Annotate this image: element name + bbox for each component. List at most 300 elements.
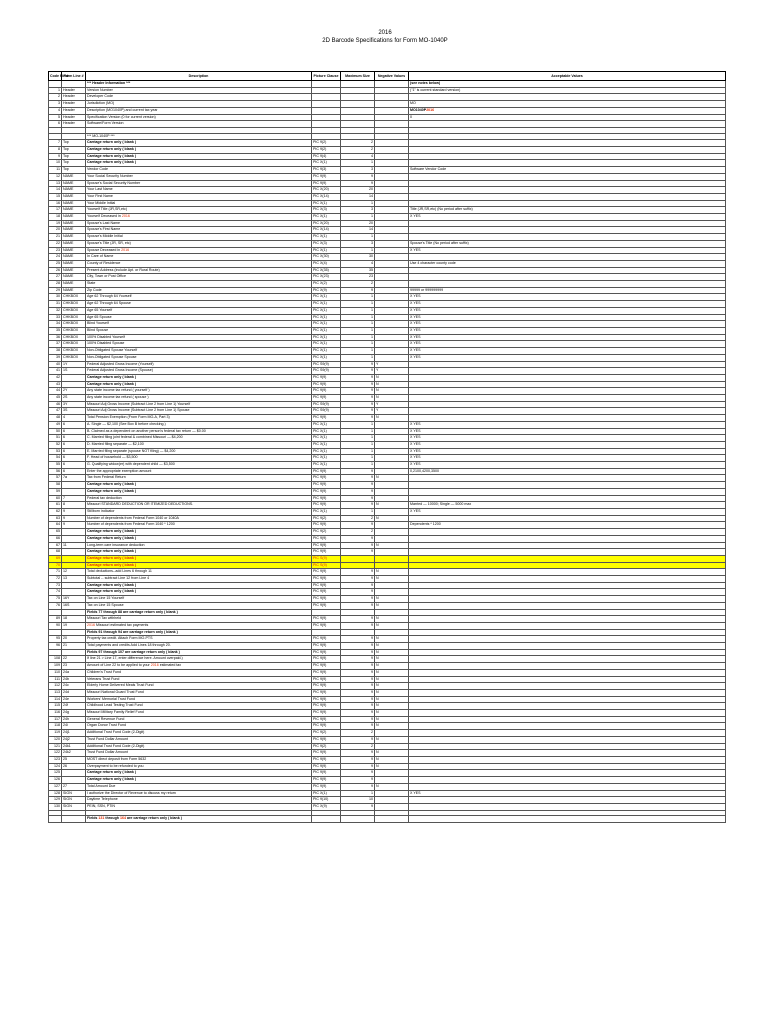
description-text: Spouse's Title (JR, SR, etc) [87, 240, 131, 245]
description-cell [86, 314, 312, 321]
col-acceptable-values: Acceptable Values [409, 72, 726, 81]
picture-clause: PIC 9(9) [312, 710, 341, 717]
acceptable-values [409, 475, 726, 482]
table-row [49, 341, 726, 348]
description-year: 2016 [87, 622, 95, 627]
acceptable-text: X YES [410, 421, 421, 426]
description-field-number: 164 [119, 816, 126, 821]
description-cell [86, 515, 312, 522]
acceptable-text: X YES [410, 435, 421, 440]
acceptable-values [409, 669, 726, 676]
negative-values [375, 173, 409, 180]
table-row [49, 730, 726, 737]
description-text: Your Last Name [87, 187, 113, 192]
picture-clause: PIC X(30) [312, 254, 341, 261]
description-text: Your Social Security Number [87, 173, 133, 178]
description-text: A. Single — $2,100 (See Box B before checking.) [87, 421, 166, 426]
acceptable-values [409, 482, 726, 489]
description-text: Amount of Line 22 to be applied to your [87, 663, 151, 668]
field-number [49, 81, 62, 88]
description-text: Subtotal -- subtract Line 12 from Line 4 [87, 576, 150, 581]
description-cell [86, 234, 312, 241]
acceptable-values [409, 341, 726, 348]
negative-values: N [375, 669, 409, 676]
description-text: Fields 77 through 88 are carriage return only ( blank ) [87, 609, 178, 614]
description-cell [86, 622, 312, 629]
field-number: 32 [49, 307, 62, 314]
field-number: 11 [49, 167, 62, 174]
negative-values [375, 354, 409, 361]
acceptable-values [409, 689, 726, 696]
field-number: 109 [49, 663, 62, 670]
form-line [62, 816, 86, 823]
field-number: 59 [49, 488, 62, 495]
table-row [49, 368, 726, 375]
acceptable-text: 0 [410, 114, 412, 119]
negative-values: N [375, 676, 409, 683]
maximum-size: 9 [341, 388, 375, 395]
negative-values [375, 743, 409, 750]
table-row [49, 114, 726, 121]
table-row [49, 763, 726, 770]
acceptable-values [409, 743, 726, 750]
table-row [49, 260, 726, 267]
negative-values [375, 247, 409, 254]
table-row [49, 354, 726, 361]
description-text: Organ Donor Trust Fund [87, 723, 126, 728]
form-line: Top [62, 160, 86, 167]
form-line: CHKBOX [62, 348, 86, 355]
negative-values [375, 334, 409, 341]
table-row [49, 777, 726, 784]
description-cell [86, 307, 312, 314]
picture-clause [312, 609, 341, 616]
maximum-size: 9 [341, 488, 375, 495]
maximum-size: 9 [341, 287, 375, 294]
field-number: 47 [49, 408, 62, 415]
table-row [49, 321, 726, 328]
picture-clause: PIC X(20) [312, 187, 341, 194]
acceptable-values [409, 374, 726, 381]
maximum-size [341, 121, 375, 128]
acceptable-text: Software Vendor Code [410, 167, 447, 172]
field-number: 4 [49, 107, 62, 114]
description-cell [86, 254, 312, 261]
picture-clause: PIC X(1) [312, 354, 341, 361]
table-row [49, 602, 726, 609]
field-number: 128 [49, 790, 62, 797]
negative-values: Y [375, 361, 409, 368]
negative-values [375, 107, 409, 114]
description-text: Additional Trust Fund Code (2-Digit) [87, 730, 145, 735]
description-cell [86, 260, 312, 267]
picture-clause [312, 816, 341, 823]
table-row [49, 395, 726, 402]
description-cell [86, 770, 312, 777]
description-text: Fields [87, 816, 99, 821]
table-row [49, 301, 726, 308]
description-text: through [104, 816, 120, 821]
negative-values [375, 193, 409, 200]
picture-clause: PIC X(1) [312, 314, 341, 321]
table-row [49, 609, 726, 616]
form-line [62, 555, 86, 562]
description-text: Specification Version (0 for current version) [87, 114, 156, 119]
form-line: Header [62, 114, 86, 121]
description-text: Carriage return only ( blank ) [87, 147, 137, 152]
field-number: 49 [49, 421, 62, 428]
acceptable-values [409, 649, 726, 656]
picture-clause: PIC S9(9) [312, 368, 341, 375]
description-text: PEIN, SSN, PTIN [87, 803, 115, 808]
acceptable-values [409, 334, 726, 341]
picture-clause: PIC S9(9) [312, 401, 341, 408]
maximum-size: 9 [341, 535, 375, 542]
description-cell [86, 475, 312, 482]
description-cell [86, 723, 312, 730]
negative-values [375, 314, 409, 321]
table-row [49, 529, 726, 536]
maximum-size: 9 [341, 602, 375, 609]
form-line: 24k2 [62, 750, 86, 757]
acceptable-values [409, 602, 726, 609]
acceptable-text: 0,2100,4200,3500 [410, 468, 439, 473]
picture-clause: PIC 9(9) [312, 180, 341, 187]
maximum-size: 9 [341, 415, 375, 422]
acceptable-values [409, 227, 726, 234]
table-row [49, 361, 726, 368]
acceptable-text: X YES [410, 314, 421, 319]
maximum-size: 1 [341, 307, 375, 314]
negative-values: N [375, 515, 409, 522]
table-row [49, 757, 726, 764]
negative-values [375, 160, 409, 167]
picture-clause: PIC 9(9) [312, 582, 341, 589]
description-cell [86, 636, 312, 643]
field-number [49, 816, 62, 823]
acceptable-values [409, 448, 726, 455]
field-number: 48 [49, 415, 62, 422]
picture-clause: PIC 9(3) [312, 167, 341, 174]
acceptable-values [409, 214, 726, 221]
description-text: Spouse's Last Name [87, 220, 121, 225]
table-row [49, 207, 726, 214]
description-text: Age 62 Through 64 Spouse [87, 301, 131, 306]
description-text: Spouse's Middle Initial [87, 234, 123, 239]
picture-clause: PIC X(9) [312, 287, 341, 294]
description-text: Children's Trust Fund [87, 669, 122, 674]
acceptable-values [409, 609, 726, 616]
negative-values: N [375, 663, 409, 670]
acceptable-values [409, 328, 726, 335]
table-row [49, 663, 726, 670]
negative-values [375, 240, 409, 247]
description-text: Carriage return only ( blank ) [87, 374, 137, 379]
negative-values [375, 214, 409, 221]
maximum-size: 9 [341, 381, 375, 388]
acceptable-values [409, 790, 726, 797]
field-number: 56 [49, 468, 62, 475]
col-negative-values: Negative Values [375, 72, 409, 81]
picture-clause: PIC X(1) [312, 334, 341, 341]
description-cell [86, 348, 312, 355]
field-number: 125 [49, 770, 62, 777]
negative-values [375, 421, 409, 428]
picture-clause: PIC X(3) [312, 207, 341, 214]
form-line: 6 [62, 462, 86, 469]
table-row [49, 643, 726, 650]
description-cell [86, 455, 312, 462]
acceptable-text: Dependents * 1200 [410, 522, 441, 527]
field-number: 19 [49, 220, 62, 227]
acceptable-text: MO [410, 101, 416, 106]
negative-values [375, 529, 409, 536]
maximum-size: 1 [341, 301, 375, 308]
negative-values [375, 87, 409, 94]
form-line: NAME [62, 260, 86, 267]
field-number: 123 [49, 757, 62, 764]
description-text: Blind Spouse [87, 328, 109, 332]
acceptable-text: X YES [410, 348, 421, 353]
acceptable-values [409, 428, 726, 435]
description-cell [86, 121, 312, 128]
acceptable-values [409, 736, 726, 743]
description-text: Total deductions--add Lines 6 through 11 [87, 569, 152, 574]
maximum-size: 9 [341, 649, 375, 656]
description-cell [86, 522, 312, 529]
maximum-size [341, 562, 375, 569]
form-line: 27 [62, 783, 86, 790]
form-line: 23 [62, 663, 86, 670]
description-text: Trust Fund Dollar Amount [87, 750, 128, 755]
col-description: Description [86, 72, 312, 81]
acceptable-values [409, 683, 726, 690]
negative-values [375, 803, 409, 810]
acceptable-text: (see notes below) [410, 81, 441, 85]
description-text: Vendor Code [87, 167, 108, 172]
negative-values: N [375, 763, 409, 770]
form-line: 6 [62, 428, 86, 435]
picture-clause: PIC X(1) [312, 301, 341, 308]
field-number: 74 [49, 589, 62, 596]
description-cell [86, 468, 312, 475]
field-number: 7 [49, 140, 62, 147]
form-line: 2Y [62, 388, 86, 395]
description-cell [86, 488, 312, 495]
maximum-size: 9 [341, 576, 375, 583]
field-number: 90 [49, 622, 62, 629]
acceptable-values [409, 121, 726, 128]
field-number: 67 [49, 542, 62, 549]
picture-clause [312, 94, 341, 101]
form-line: NAME [62, 227, 86, 234]
field-number: 127 [49, 783, 62, 790]
table-row [49, 160, 726, 167]
table-row [49, 274, 726, 281]
maximum-size: 9 [341, 468, 375, 475]
description-cell [86, 294, 312, 301]
field-number: 46 [49, 401, 62, 408]
description-text: D. Married filing separate — $2,100 [87, 441, 144, 446]
field-number: 118 [49, 723, 62, 730]
description-cell [86, 368, 312, 375]
table-row [49, 240, 726, 247]
maximum-size: 3 [341, 167, 375, 174]
table-row [49, 107, 726, 114]
maximum-size: 9 [341, 736, 375, 743]
maximum-size: 2 [341, 529, 375, 536]
description-text: Carriage return only ( blank ) [87, 160, 137, 165]
maximum-size: 9 [341, 582, 375, 589]
table-row [49, 555, 726, 562]
description-text: Carriage return only ( blank ) [87, 153, 137, 158]
form-line: Header [62, 87, 86, 94]
picture-clause: PIC 9(9) [312, 622, 341, 629]
picture-clause: PIC 9(9) [312, 522, 341, 529]
picture-clause: PIC 9(9) [312, 616, 341, 623]
description-cell [86, 602, 312, 609]
negative-values [375, 495, 409, 502]
negative-values: N [375, 689, 409, 696]
description-cell [86, 81, 312, 88]
acceptable-values [409, 147, 726, 154]
acceptable-text: Spouse's Title (No period after suffix) [410, 240, 469, 245]
maximum-size [341, 133, 375, 140]
negative-values [375, 441, 409, 448]
field-number: 61 [49, 502, 62, 509]
negative-values [375, 582, 409, 589]
description-text: Carriage return only ( blank ) [87, 589, 137, 594]
description-text: Total Pension Exemption (From Form MO-A, Part 3) [87, 415, 170, 420]
negative-values [375, 321, 409, 328]
form-line: 24g [62, 710, 86, 717]
acceptable-values [409, 281, 726, 288]
table-row [49, 173, 726, 180]
negative-values [375, 589, 409, 596]
acceptable-values [409, 167, 726, 174]
description-text: Carriage return only ( blank ) [87, 549, 137, 554]
description-text: Zip Code [87, 287, 102, 292]
field-number: 89 [49, 616, 62, 623]
description-text: Fields 97 through 107 are carriage return only ( blank ) [87, 649, 180, 654]
acceptable-values [409, 549, 726, 556]
acceptable-values [409, 173, 726, 180]
description-text: 100% Disabled Yourself [87, 334, 125, 339]
form-line: NAME [62, 214, 86, 221]
field-number: 117 [49, 716, 62, 723]
picture-clause: PIC 9(9) [312, 381, 341, 388]
table-row [49, 314, 726, 321]
table-row [49, 535, 726, 542]
spec-title: 2D Barcode Specifications for Form MO-1040P [322, 38, 448, 44]
acceptable-text: MO1040P [410, 107, 427, 112]
acceptable-values [409, 234, 726, 241]
field-number: 68 [49, 549, 62, 556]
acceptable-values [409, 569, 726, 576]
description-cell [86, 334, 312, 341]
form-line: CHKBOX [62, 341, 86, 348]
description-cell [86, 482, 312, 489]
acceptable-text: X YES [410, 334, 421, 339]
description-cell [86, 609, 312, 616]
picture-clause: PIC X(1) [312, 160, 341, 167]
negative-values [375, 448, 409, 455]
form-line: NAME [62, 247, 86, 254]
maximum-size: 1 [341, 790, 375, 797]
table-row [49, 348, 726, 355]
acceptable-values [409, 247, 726, 254]
picture-clause: PIC 9(9) [312, 636, 341, 643]
acceptable-values [409, 361, 726, 368]
field-number [49, 609, 62, 616]
acceptable-values [409, 616, 726, 623]
negative-values [375, 462, 409, 469]
table-row [49, 676, 726, 683]
description-text: Any state income tax refund ( spouse ) [87, 395, 149, 400]
acceptable-values [409, 314, 726, 321]
negative-values [375, 220, 409, 227]
description-text: Total payments and credits Add Lines 18 through 20. [87, 643, 171, 648]
acceptable-text: Title (JR,SR,etc) (No period after suffix) [410, 207, 473, 212]
acceptable-values [409, 421, 726, 428]
maximum-size: 9 [341, 395, 375, 402]
acceptable-values [409, 515, 726, 522]
description-cell [86, 167, 312, 174]
description-text: Veterans Trust Fund [87, 676, 120, 681]
description-cell [86, 281, 312, 288]
description-cell [86, 555, 312, 562]
description-cell [86, 750, 312, 757]
form-line: 6 [62, 448, 86, 455]
description-cell [86, 757, 312, 764]
form-line: CHKBOX [62, 334, 86, 341]
description-cell [86, 361, 312, 368]
maximum-size: 9 [341, 750, 375, 757]
description-text: State [87, 281, 96, 286]
maximum-size: 1 [341, 247, 375, 254]
acceptable-values [409, 415, 726, 422]
negative-values: Y [375, 368, 409, 375]
field-number: 24 [49, 254, 62, 261]
description-cell [86, 421, 312, 428]
description-text: B. Claimed as a dependent on another person's federal tax return — $0.00 [87, 428, 206, 433]
acceptable-values [409, 348, 726, 355]
picture-clause: PIC X(1) [312, 462, 341, 469]
form-line: NAME [62, 234, 86, 241]
description-cell [86, 542, 312, 549]
picture-clause: PIC 9(9) [312, 703, 341, 710]
form-line: SIGN [62, 803, 86, 810]
table-row [49, 596, 726, 603]
acceptable-values [409, 663, 726, 670]
picture-clause: PIC X(1) [312, 421, 341, 428]
maximum-size: 9 [341, 368, 375, 375]
description-text: Age 65 Spouse [87, 314, 112, 319]
acceptable-values [409, 777, 726, 784]
acceptable-year: 2016 [426, 107, 435, 112]
acceptable-values [409, 596, 726, 603]
negative-values [375, 482, 409, 489]
table-row [49, 140, 726, 147]
description-text: Missouri Adj Gross Income (Subtract Line 2 from Line 1) Spouse [87, 408, 190, 413]
field-number: 70 [49, 562, 62, 569]
form-line: 7a [62, 475, 86, 482]
acceptable-text: X YES [410, 448, 421, 453]
description-cell [86, 140, 312, 147]
description-cell [86, 287, 312, 294]
maximum-size: 9 [341, 783, 375, 790]
description-text: Additional Trust Fund Code (2-Digit) [87, 743, 145, 748]
